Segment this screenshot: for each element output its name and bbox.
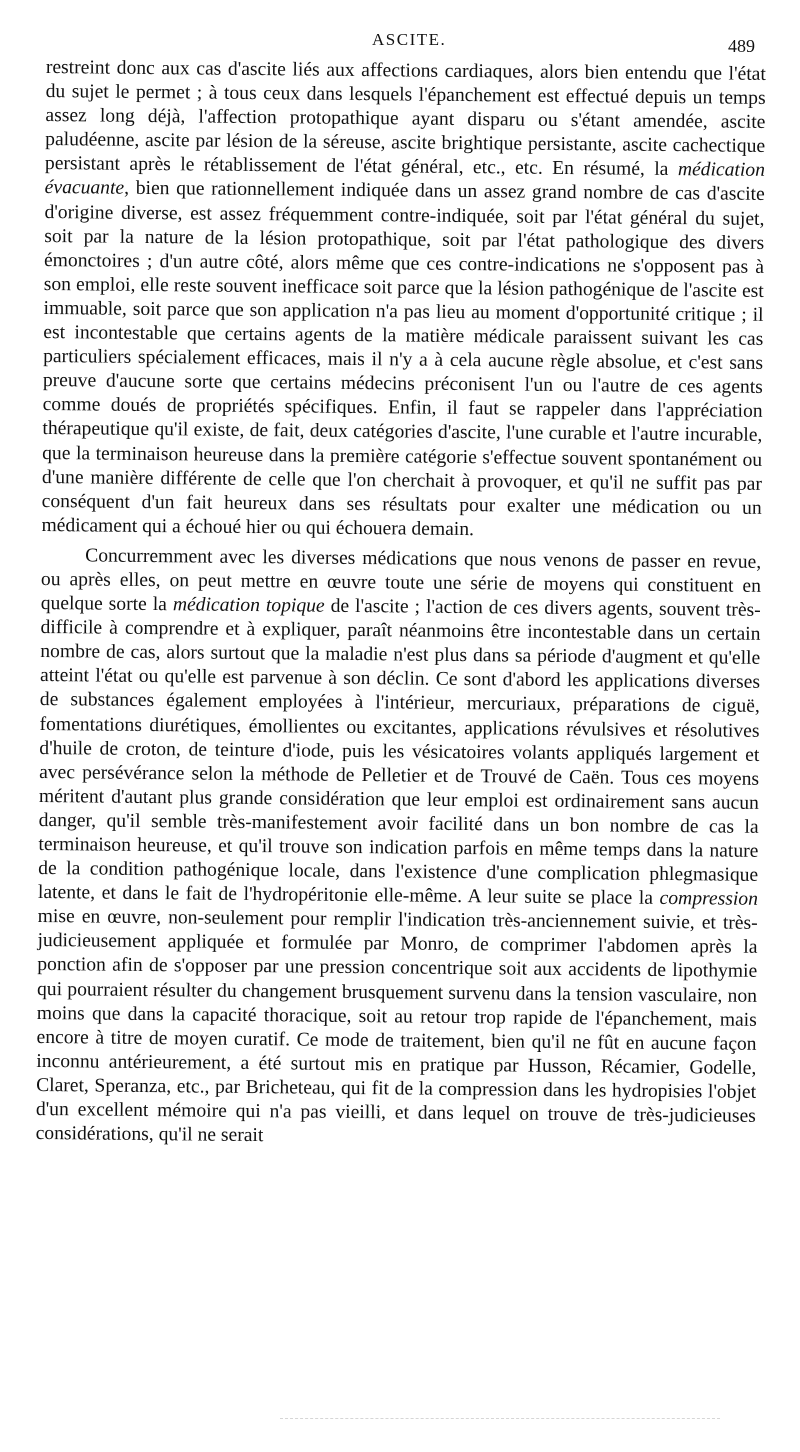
- paragraph-text: , bien que rationnellement indiquée dans un assez grand nombre de cas d'ascite d'origine diverse, est assez fréquemment contre-indiquée, soit par l'état général du sujet, soit par la nature de la lésion protopathique, soit par l'état pathologique des divers émonctoires ; d'un autre côté, alors même que ces contre-indications ne s'opposent pas à son emploi, elle reste souvent inefficace soit parce que la lésion pathogénique de l'ascite est immuable, soit parce que son application n'a pas lieu au moment d'opportunité critique ; il est incontestable que certains agents de la matière médicale paraissent suivant les cas particuliers spécialement efficaces, mais il n'y a à cela aucune règle absolue, et c'est sans preuve d'aucune sorte que certains médecins préconisent l'un ou l'autre de ces agents comme doués de propriétés spécifiques. Enfin, il faut se rappeler dans l'appréciation thérapeutique qu'il existe, de fait, deux catégories d'ascite, l'une curable et l'autre incurable, que la terminaison heureuse dans la première catégorie s'effectue souvent spontanément ou d'une manière différente de celle que l'on cherchait à provoquer, et qu'il ne suffit pas par conséquent d'un fait heureux dans ses résultats pour exalter une médication ou un médicament qui a échoué hier ou qui échouera demain.: [41, 178, 765, 540]
- body-text: [36, 56, 766, 1153]
- paragraph-text: Concurremment avec les diverses médications que nous venons de passer en revue, ou après elles, on peut mettre en œuvre toute une série de moyens qui constituent en quelque sorte la: [40, 545, 762, 616]
- paragraph-2: [36, 544, 762, 1153]
- paragraph-text: mise en œuvre, non-seulement pour remplir l'indication très-anciennement suivie, et très-judicieusement appliquée et formulée par Monro, de comprimer l'abdomen après la ponction afin de s'opposer par une pression concentrique soit aux accidents de lipothymie qui pourraient résulter du changement brusquement survenu dans la tension vasculaire, non moins que dans la capacité thoracique, soit au retour trop rapide de l'épanchement, mais encore à titre de moyen curatif. Ce mode de traitement, bien qu'il ne fût en aucune façon inconnu antérieurement, a été surtout mis en pratique par Husson, Récamier, Godelle, Claret, Speranza, etc., par Bricheteau, qui fit de la compression dans les hydropisies l'objet d'un excellent mémoire qui n'a pas vieilli, et dans lequel on trouve de très-judicieuses considérations, qu'il ne serait: [35, 906, 758, 1147]
- paragraph-1: [41, 56, 766, 545]
- italic-term-medication-topique: médication topique: [172, 594, 325, 617]
- paragraph-text: restreint donc aux cas d'ascite liés aux affections cardiaques, alors bien entendu que l'état du sujet le permet ; à tous ceux dans lesquels l'épanchement est effectué depuis un temps assez long déjà, l'affection protopathique ayant disparu ou s'étant amendée, ascite paludéenne, ascite par lésion de la séreuse, ascite brightique persistante, ascite cachectique persistant après le rétablissement de l'état général, etc., etc. En résumé, la: [44, 56, 766, 181]
- running-title: ASCITE.: [372, 30, 447, 49]
- page-number: 489: [728, 36, 755, 56]
- italic-term-medication-evacuante: médication évacuante: [44, 159, 766, 200]
- paragraph-text: de l'ascite ; l'action de ces divers agents, souvent très-difficile à comprendre et à expliquer, paraît néanmoins être incontestable dans un certain nombre de cas, alors surtout que la maladie n'est plus dans sa période d'augment et qu'elle atteint l'état ou qu'elle est parvenue à son déclin. Ce sont d'abord les applications diverses de substances également employées à l'intérieur, mercuriaux, préparations de ciguë, fomentations diurétiques, émollientes ou excitantes, applications révulsives et résolutives d'huile de croton, de teinture d'iode, puis les vésicatoires volants appliqués largement et avec persévérance selon la méthode de Pelletier et de Trouvé de Caën. Tous ces moyens méritent d'autant plus grande considération que leur emploi est ordinairement sans aucun danger, qu'il semble très-manifestement avoir facilité dans un bon nombre de cas la terminaison heureuse, et qu'il trouve son indication parfois en même temps dans la nature de la condition pathogénique locale, dans l'existence d'une complication phlegmasique latente, et dans le fait de l'hydropéritonie elle-même. A leur suite se place la: [37, 595, 761, 910]
- italic-term-compression: compression: [659, 888, 759, 911]
- running-header: [0, 30, 800, 54]
- scan-artifact-rule: [280, 1418, 720, 1421]
